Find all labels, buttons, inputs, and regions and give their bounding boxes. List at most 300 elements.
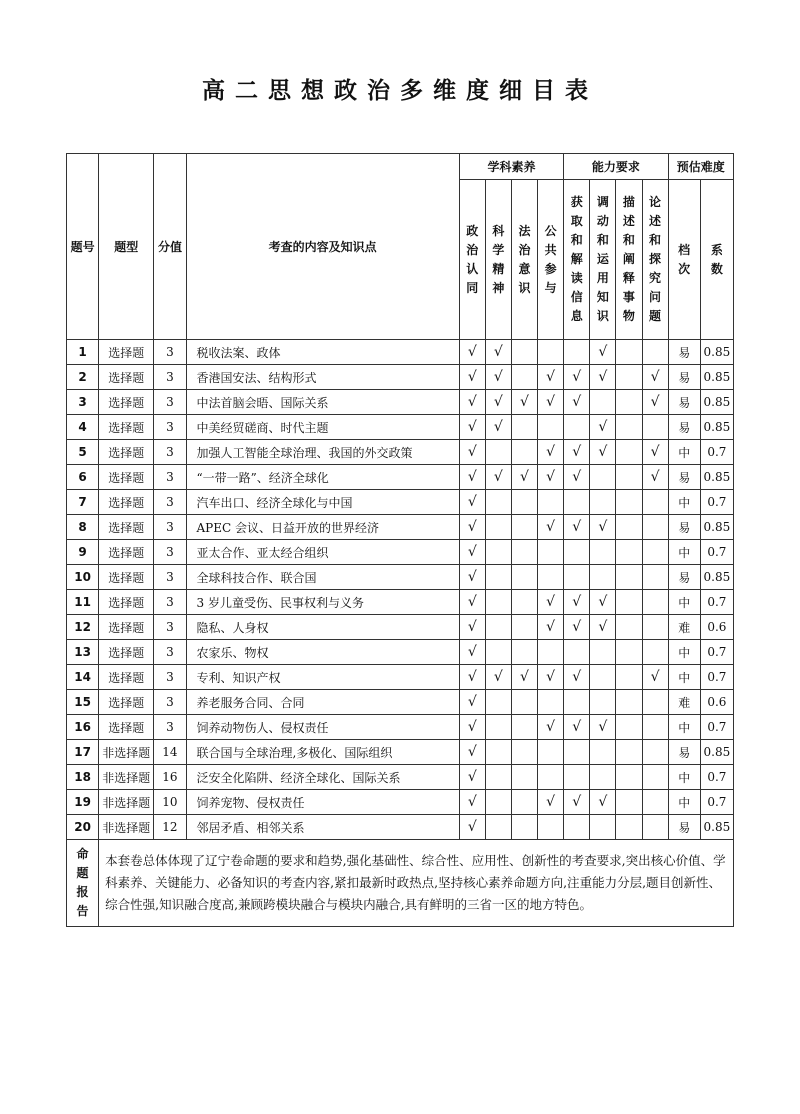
check-cell: √ bbox=[564, 440, 590, 465]
check-cell: √ bbox=[590, 715, 616, 740]
difficulty-coef: 0.7 bbox=[700, 440, 733, 465]
table-row bbox=[67, 765, 734, 790]
check-cell bbox=[616, 390, 642, 415]
question-content: 泛安全化陷阱、经济全球化、国际关系 bbox=[186, 765, 459, 790]
question-content: 3 岁儿童受伤、民事权利与义务 bbox=[186, 590, 459, 615]
header-type: 题型 bbox=[99, 154, 154, 340]
check-cell bbox=[616, 440, 642, 465]
check-cell bbox=[642, 540, 668, 565]
question-score: 3 bbox=[154, 565, 186, 590]
check-cell: √ bbox=[538, 715, 564, 740]
report-text: 本套卷总体体现了辽宁卷命题的要求和趋势,强化基础性、综合性、应用性、创新性的考查要求,突出核心价值、学科素养、关键能力、必备知识的考查内容,紧扣最新时政热点,坚持核心素养命题方向,注重能力分层,题目创新性、综合性强,知识融合度高,兼顾跨模块融合与模块内融合,具有鲜明的三省一区的地方特色。 bbox=[99, 840, 734, 927]
check-cell: √ bbox=[459, 615, 485, 640]
check-cell bbox=[590, 740, 616, 765]
check-cell bbox=[642, 690, 668, 715]
question-content: 加强人工智能全球治理、我国的外交政策 bbox=[186, 440, 459, 465]
check-cell: √ bbox=[642, 465, 668, 490]
check-cell: √ bbox=[538, 615, 564, 640]
check-cell: √ bbox=[642, 365, 668, 390]
check-cell: √ bbox=[459, 815, 485, 840]
question-number: 18 bbox=[67, 765, 99, 790]
check-cell: √ bbox=[538, 515, 564, 540]
question-content: 专利、知识产权 bbox=[186, 665, 459, 690]
difficulty-coef: 0.6 bbox=[700, 615, 733, 640]
check-cell: √ bbox=[590, 365, 616, 390]
check-cell bbox=[590, 565, 616, 590]
question-score: 3 bbox=[154, 390, 186, 415]
difficulty-coef: 0.85 bbox=[700, 365, 733, 390]
table-row bbox=[67, 390, 734, 415]
check-cell bbox=[616, 490, 642, 515]
check-cell bbox=[616, 465, 642, 490]
check-cell bbox=[642, 740, 668, 765]
question-number: 19 bbox=[67, 790, 99, 815]
check-cell bbox=[616, 690, 642, 715]
header-literacy-law: 法治意识 bbox=[518, 223, 531, 295]
difficulty-coef: 0.85 bbox=[700, 565, 733, 590]
question-type: 选择题 bbox=[99, 390, 154, 415]
check-cell: √ bbox=[564, 590, 590, 615]
difficulty-level: 易 bbox=[668, 565, 700, 590]
check-cell bbox=[538, 415, 564, 440]
question-number: 1 bbox=[67, 340, 99, 365]
check-cell bbox=[642, 340, 668, 365]
check-cell bbox=[538, 490, 564, 515]
check-cell: √ bbox=[459, 515, 485, 540]
question-type: 选择题 bbox=[99, 665, 154, 690]
check-cell bbox=[538, 340, 564, 365]
check-cell bbox=[485, 540, 511, 565]
question-score: 3 bbox=[154, 690, 186, 715]
difficulty-level: 中 bbox=[668, 790, 700, 815]
check-cell bbox=[485, 565, 511, 590]
check-cell bbox=[564, 490, 590, 515]
question-type: 选择题 bbox=[99, 715, 154, 740]
check-cell: √ bbox=[459, 590, 485, 615]
check-cell bbox=[511, 565, 537, 590]
table-row bbox=[67, 565, 734, 590]
question-score: 14 bbox=[154, 740, 186, 765]
check-cell: √ bbox=[538, 665, 564, 690]
check-cell: √ bbox=[511, 665, 537, 690]
check-cell bbox=[564, 740, 590, 765]
check-cell: √ bbox=[485, 390, 511, 415]
difficulty-level: 中 bbox=[668, 665, 700, 690]
difficulty-coef: 0.7 bbox=[700, 765, 733, 790]
check-cell bbox=[511, 715, 537, 740]
check-cell: √ bbox=[564, 790, 590, 815]
check-cell: √ bbox=[642, 440, 668, 465]
header-ability-knowledge: 调动和运用知识 bbox=[596, 195, 609, 323]
difficulty-level: 易 bbox=[668, 390, 700, 415]
question-content: 中美经贸磋商、时代主题 bbox=[186, 415, 459, 440]
question-number: 15 bbox=[67, 690, 99, 715]
difficulty-coef: 0.6 bbox=[700, 690, 733, 715]
table-row bbox=[67, 815, 734, 840]
report-label: 命题报告 bbox=[76, 847, 89, 918]
question-number: 14 bbox=[67, 665, 99, 690]
check-cell: √ bbox=[511, 465, 537, 490]
check-cell: √ bbox=[485, 465, 511, 490]
check-cell bbox=[616, 565, 642, 590]
table-row bbox=[67, 365, 734, 390]
header-content: 考查的内容及知识点 bbox=[186, 154, 459, 340]
question-type: 选择题 bbox=[99, 515, 154, 540]
table-row bbox=[67, 715, 734, 740]
difficulty-level: 易 bbox=[668, 515, 700, 540]
check-cell bbox=[590, 665, 616, 690]
question-type: 选择题 bbox=[99, 365, 154, 390]
check-cell: √ bbox=[564, 365, 590, 390]
question-type: 选择题 bbox=[99, 540, 154, 565]
difficulty-level: 中 bbox=[668, 640, 700, 665]
question-number: 17 bbox=[67, 740, 99, 765]
question-content: 隐私、人身权 bbox=[186, 615, 459, 640]
check-cell bbox=[616, 815, 642, 840]
question-type: 选择题 bbox=[99, 490, 154, 515]
table-row bbox=[67, 465, 734, 490]
check-cell: √ bbox=[564, 715, 590, 740]
check-cell: √ bbox=[538, 365, 564, 390]
difficulty-coef: 0.85 bbox=[700, 815, 733, 840]
check-cell: √ bbox=[564, 390, 590, 415]
check-cell: √ bbox=[459, 365, 485, 390]
table-row bbox=[67, 790, 734, 815]
check-cell bbox=[616, 765, 642, 790]
table-row bbox=[67, 590, 734, 615]
check-cell bbox=[616, 340, 642, 365]
check-cell: √ bbox=[459, 490, 485, 515]
header-literacy-public: 公共参与 bbox=[544, 223, 557, 295]
question-number: 8 bbox=[67, 515, 99, 540]
question-number: 6 bbox=[67, 465, 99, 490]
check-cell: √ bbox=[538, 390, 564, 415]
check-cell: √ bbox=[590, 790, 616, 815]
check-cell bbox=[642, 815, 668, 840]
difficulty-coef: 0.7 bbox=[700, 790, 733, 815]
header-group-difficulty: 预估难度 bbox=[668, 154, 733, 180]
header-group-ability: 能力要求 bbox=[564, 154, 668, 180]
check-cell: √ bbox=[564, 615, 590, 640]
difficulty-coef: 0.85 bbox=[700, 415, 733, 440]
difficulty-coef: 0.85 bbox=[700, 465, 733, 490]
question-content: 饲养宠物、侵权责任 bbox=[186, 790, 459, 815]
difficulty-coef: 0.85 bbox=[700, 340, 733, 365]
difficulty-coef: 0.85 bbox=[700, 740, 733, 765]
check-cell bbox=[485, 615, 511, 640]
check-cell: √ bbox=[459, 690, 485, 715]
question-content: 饲养动物伤人、侵权责任 bbox=[186, 715, 459, 740]
question-content: “一带一路”、经济全球化 bbox=[186, 465, 459, 490]
check-cell: √ bbox=[485, 340, 511, 365]
check-cell bbox=[616, 415, 642, 440]
check-cell bbox=[590, 640, 616, 665]
question-number: 11 bbox=[67, 590, 99, 615]
difficulty-level: 易 bbox=[668, 465, 700, 490]
check-cell bbox=[538, 565, 564, 590]
difficulty-level: 中 bbox=[668, 540, 700, 565]
check-cell bbox=[511, 415, 537, 440]
check-cell: √ bbox=[459, 340, 485, 365]
question-content: 汽车出口、经济全球化与中国 bbox=[186, 490, 459, 515]
question-content: 中法首脑会晤、国际关系 bbox=[186, 390, 459, 415]
check-cell: √ bbox=[459, 540, 485, 565]
check-cell bbox=[538, 540, 564, 565]
question-number: 16 bbox=[67, 715, 99, 740]
question-score: 3 bbox=[154, 415, 186, 440]
check-cell bbox=[511, 515, 537, 540]
header-ability-describe: 描述和阐释事物 bbox=[622, 195, 635, 323]
check-cell bbox=[642, 765, 668, 790]
table-row bbox=[67, 690, 734, 715]
check-cell bbox=[511, 640, 537, 665]
header-group-literacy: 学科素养 bbox=[459, 154, 563, 180]
check-cell bbox=[616, 590, 642, 615]
question-content: 全球科技合作、联合国 bbox=[186, 565, 459, 590]
check-cell bbox=[642, 415, 668, 440]
difficulty-level: 难 bbox=[668, 690, 700, 715]
table-row bbox=[67, 340, 734, 365]
question-score: 3 bbox=[154, 540, 186, 565]
check-cell bbox=[590, 390, 616, 415]
question-content: 联合国与全球治理,多极化、国际组织 bbox=[186, 740, 459, 765]
check-cell bbox=[564, 765, 590, 790]
question-content: 香港国安法、结构形式 bbox=[186, 365, 459, 390]
question-score: 3 bbox=[154, 490, 186, 515]
table-row bbox=[67, 740, 734, 765]
header-coef: 系数 bbox=[710, 242, 723, 276]
table-row bbox=[67, 490, 734, 515]
question-number: 5 bbox=[67, 440, 99, 465]
question-number: 12 bbox=[67, 615, 99, 640]
check-cell bbox=[564, 640, 590, 665]
check-cell: √ bbox=[459, 465, 485, 490]
check-cell: √ bbox=[459, 790, 485, 815]
table-row bbox=[67, 415, 734, 440]
check-cell bbox=[485, 815, 511, 840]
check-cell: √ bbox=[564, 465, 590, 490]
header-ability-discuss: 论述和探究问题 bbox=[649, 195, 662, 323]
question-number: 4 bbox=[67, 415, 99, 440]
check-cell bbox=[564, 815, 590, 840]
check-cell: √ bbox=[511, 390, 537, 415]
check-cell bbox=[485, 440, 511, 465]
check-cell: √ bbox=[538, 465, 564, 490]
check-cell bbox=[590, 765, 616, 790]
check-cell: √ bbox=[459, 415, 485, 440]
question-score: 3 bbox=[154, 590, 186, 615]
check-cell bbox=[538, 740, 564, 765]
check-cell bbox=[616, 665, 642, 690]
check-cell bbox=[485, 640, 511, 665]
question-number: 13 bbox=[67, 640, 99, 665]
question-number: 3 bbox=[67, 390, 99, 415]
difficulty-level: 易 bbox=[668, 415, 700, 440]
check-cell: √ bbox=[590, 440, 616, 465]
difficulty-coef: 0.85 bbox=[700, 390, 733, 415]
question-number: 10 bbox=[67, 565, 99, 590]
check-cell bbox=[616, 365, 642, 390]
difficulty-coef: 0.7 bbox=[700, 490, 733, 515]
header-ability-info: 获取和解读信息 bbox=[570, 195, 583, 323]
difficulty-coef: 0.7 bbox=[700, 665, 733, 690]
check-cell: √ bbox=[459, 665, 485, 690]
question-content: 养老服务合同、合同 bbox=[186, 690, 459, 715]
check-cell bbox=[564, 340, 590, 365]
question-content: 亚太合作、亚太经合组织 bbox=[186, 540, 459, 565]
question-type: 选择题 bbox=[99, 615, 154, 640]
check-cell bbox=[538, 815, 564, 840]
check-cell bbox=[511, 815, 537, 840]
difficulty-level: 易 bbox=[668, 815, 700, 840]
question-score: 3 bbox=[154, 640, 186, 665]
check-cell bbox=[485, 715, 511, 740]
check-cell bbox=[538, 640, 564, 665]
check-cell bbox=[511, 365, 537, 390]
question-number: 2 bbox=[67, 365, 99, 390]
table-row bbox=[67, 540, 734, 565]
check-cell bbox=[485, 690, 511, 715]
question-type: 选择题 bbox=[99, 440, 154, 465]
header-score: 分值 bbox=[154, 154, 186, 340]
table-row bbox=[67, 515, 734, 540]
difficulty-coef: 0.7 bbox=[700, 640, 733, 665]
check-cell: √ bbox=[642, 390, 668, 415]
check-cell bbox=[485, 790, 511, 815]
header-literacy-science: 科学精神 bbox=[492, 223, 505, 295]
check-cell bbox=[485, 740, 511, 765]
check-cell bbox=[485, 490, 511, 515]
question-type: 非选择题 bbox=[99, 815, 154, 840]
difficulty-coef: 0.85 bbox=[700, 515, 733, 540]
question-score: 10 bbox=[154, 790, 186, 815]
question-score: 3 bbox=[154, 340, 186, 365]
check-cell: √ bbox=[590, 515, 616, 540]
table-row bbox=[67, 665, 734, 690]
question-type: 非选择题 bbox=[99, 765, 154, 790]
check-cell bbox=[511, 690, 537, 715]
check-cell bbox=[511, 340, 537, 365]
question-type: 选择题 bbox=[99, 465, 154, 490]
check-cell: √ bbox=[459, 565, 485, 590]
check-cell bbox=[511, 790, 537, 815]
difficulty-level: 中 bbox=[668, 715, 700, 740]
question-score: 3 bbox=[154, 465, 186, 490]
question-score: 12 bbox=[154, 815, 186, 840]
check-cell bbox=[616, 790, 642, 815]
difficulty-level: 中 bbox=[668, 765, 700, 790]
difficulty-level: 中 bbox=[668, 440, 700, 465]
table-row bbox=[67, 640, 734, 665]
question-score: 3 bbox=[154, 365, 186, 390]
question-content: 税收法案、政体 bbox=[186, 340, 459, 365]
table-row bbox=[67, 615, 734, 640]
check-cell: √ bbox=[590, 615, 616, 640]
check-cell: √ bbox=[459, 390, 485, 415]
check-cell: √ bbox=[590, 340, 616, 365]
check-cell: √ bbox=[485, 415, 511, 440]
check-cell: √ bbox=[485, 665, 511, 690]
check-cell bbox=[616, 515, 642, 540]
header-literacy-political: 政治认同 bbox=[466, 223, 479, 295]
check-cell bbox=[511, 590, 537, 615]
check-cell bbox=[590, 540, 616, 565]
check-cell: √ bbox=[564, 665, 590, 690]
check-cell bbox=[511, 615, 537, 640]
check-cell bbox=[642, 715, 668, 740]
difficulty-level: 易 bbox=[668, 365, 700, 390]
check-cell bbox=[642, 790, 668, 815]
check-cell bbox=[564, 690, 590, 715]
check-cell bbox=[485, 590, 511, 615]
difficulty-level: 易 bbox=[668, 340, 700, 365]
check-cell: √ bbox=[485, 365, 511, 390]
check-cell bbox=[538, 765, 564, 790]
check-cell bbox=[511, 765, 537, 790]
check-cell bbox=[485, 515, 511, 540]
question-type: 选择题 bbox=[99, 690, 154, 715]
check-cell: √ bbox=[590, 590, 616, 615]
check-cell bbox=[590, 690, 616, 715]
check-cell: √ bbox=[564, 515, 590, 540]
check-cell bbox=[590, 815, 616, 840]
check-cell bbox=[616, 640, 642, 665]
difficulty-level: 难 bbox=[668, 615, 700, 640]
difficulty-coef: 0.7 bbox=[700, 540, 733, 565]
check-cell bbox=[564, 540, 590, 565]
check-cell bbox=[642, 640, 668, 665]
question-number: 7 bbox=[67, 490, 99, 515]
check-cell bbox=[511, 740, 537, 765]
table-row bbox=[67, 440, 734, 465]
check-cell bbox=[511, 440, 537, 465]
check-cell bbox=[642, 615, 668, 640]
question-score: 3 bbox=[154, 665, 186, 690]
page-title: 高二思想政治多维度细目表 bbox=[202, 77, 598, 104]
difficulty-level: 中 bbox=[668, 590, 700, 615]
check-cell bbox=[616, 540, 642, 565]
check-cell bbox=[511, 490, 537, 515]
question-score: 3 bbox=[154, 715, 186, 740]
check-cell: √ bbox=[538, 590, 564, 615]
question-type: 非选择题 bbox=[99, 790, 154, 815]
question-content: 农家乐、物权 bbox=[186, 640, 459, 665]
check-cell bbox=[616, 615, 642, 640]
check-cell: √ bbox=[590, 415, 616, 440]
check-cell: √ bbox=[538, 790, 564, 815]
check-cell bbox=[590, 465, 616, 490]
question-score: 3 bbox=[154, 440, 186, 465]
check-cell bbox=[590, 490, 616, 515]
check-cell bbox=[642, 565, 668, 590]
check-cell: √ bbox=[459, 765, 485, 790]
check-cell bbox=[616, 740, 642, 765]
check-cell: √ bbox=[459, 640, 485, 665]
check-cell bbox=[564, 565, 590, 590]
difficulty-level: 中 bbox=[668, 490, 700, 515]
check-cell bbox=[564, 415, 590, 440]
header-no: 题号 bbox=[67, 154, 99, 340]
question-type: 选择题 bbox=[99, 590, 154, 615]
question-type: 非选择题 bbox=[99, 740, 154, 765]
header-level: 档次 bbox=[678, 242, 691, 276]
question-score: 3 bbox=[154, 515, 186, 540]
check-cell bbox=[485, 765, 511, 790]
difficulty-level: 易 bbox=[668, 740, 700, 765]
check-cell bbox=[511, 540, 537, 565]
question-type: 选择题 bbox=[99, 565, 154, 590]
table-body bbox=[67, 340, 734, 840]
